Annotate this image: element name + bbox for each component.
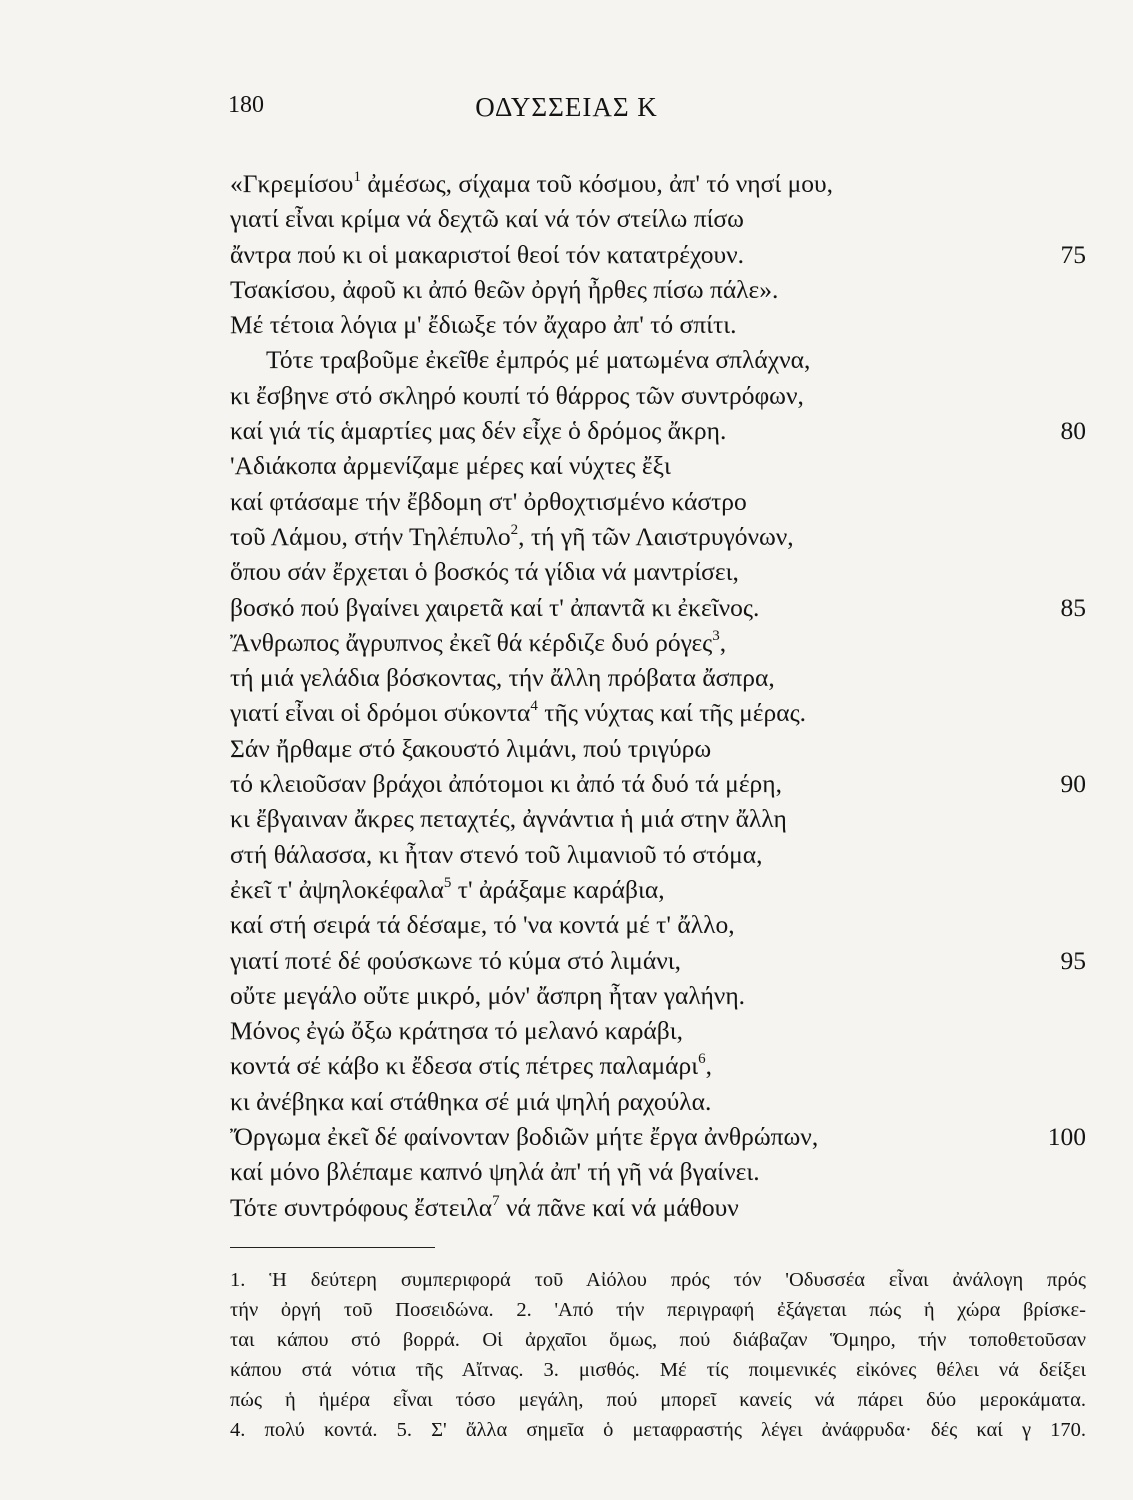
- verse-segment: 'Αδιάκοπα ἀρμενίζαμε μέρες καί νύχτες ἔξι: [230, 451, 671, 481]
- verse-segment: κοντά σέ κάβο κι ἔδεσα στίς πέτρες παλαμάρι: [230, 1051, 699, 1081]
- verse-line: [230, 413, 1086, 448]
- verse-segment: ,: [719, 627, 727, 657]
- verse-segment: καί στή σειρά τά δέσαμε, τό 'να κοντά μέ τ' ἄλλο,: [230, 910, 735, 940]
- verse-line: [230, 1048, 1086, 1083]
- verse-line: [230, 837, 1086, 872]
- verse-line: [230, 1013, 1086, 1048]
- verse-text: [230, 734, 711, 763]
- line-number: 100: [1047, 1122, 1086, 1152]
- verse-segment: Ἄνθρωπος ἄγρυπνος ἐκεῖ θά κέρδιζε δυό ρόγες: [230, 627, 713, 657]
- footnote-divider: [230, 1247, 435, 1248]
- footnote-line: 1. Ἡ δεύτερη συμπεριφορά τοῦ Αἰόλου πρός τόν 'Οδυσσέα εἶναι ἀνάλογη πρός: [230, 1269, 1086, 1291]
- verse-line: [230, 484, 1086, 519]
- verse-text: [230, 240, 744, 269]
- verse-line: [230, 801, 1086, 836]
- footnote-marker: 3: [712, 627, 720, 644]
- verse-text: [230, 1193, 739, 1222]
- verse-text: [230, 840, 763, 869]
- verse-line: [230, 201, 1086, 236]
- verse-segment: κι ἔβγαιναν ἄκρες πεταχτές, ἀγνάντια ἡ μιά στην ἄλλη: [230, 804, 787, 834]
- verse-line: [230, 554, 1086, 589]
- verse-text: [230, 169, 833, 198]
- verse-segment: τή μιά γελάδια βόσκοντας, τήν ἄλλη πρόβατα ἄσπρα,: [230, 663, 775, 693]
- verse-line: [230, 1154, 1086, 1189]
- verse-segment: γιατί εἶναι οἱ δρόμοι σύκοντα: [230, 698, 531, 728]
- footnote-line: ται κάπου στό βορρά. Οἱ ἀρχαῖοι ὅμως, πού διάβαζαν Ὅμηρο, τήν τοποθετοῦσαν: [230, 1329, 1086, 1351]
- footnote-marker: 2: [510, 521, 519, 538]
- verse-text: [230, 451, 671, 480]
- page-header: [0, 92, 1133, 132]
- verse-line: [230, 590, 1086, 625]
- footnote-line: πώς ἡ ἡμέρα εἶναι τόσο μεγάλη, πού μπορεῖ κανείς νά πάρει δύο μεροκάματα.: [230, 1389, 1086, 1411]
- verse-segment: Σάν ἤρθαμε στό ξακουστό λιμάνι, πού τριγύρω: [230, 733, 712, 763]
- footnotes: [230, 1265, 1086, 1445]
- verse-segment: κι ἔσβηνε στό σκληρό κουπί τό θάρρος τῶν συντρόφων,: [230, 380, 804, 410]
- footnote-marker: 7: [492, 1192, 500, 1209]
- verse-block: [230, 166, 1086, 1225]
- verse-segment: Τσακίσου, ἀφοῦ κι ἀπό θεῶν ὀργή ἦρθες πίσω πάλε».: [230, 274, 779, 304]
- verse-segment: τό κλειοῦσαν βράχοι ἀπότομοι κι ἀπό τά δυό τά μέρη,: [230, 769, 782, 799]
- footnote-marker: 4: [530, 698, 538, 715]
- verse-text: [230, 910, 735, 939]
- verse-text: [230, 946, 681, 975]
- line-number: 75: [1060, 239, 1086, 269]
- footnote-marker: 5: [443, 874, 452, 891]
- line-number: 85: [1060, 592, 1086, 622]
- verse-text: [230, 557, 739, 586]
- verse-segment: νά πᾶνε καί νά μάθουν: [499, 1192, 739, 1222]
- footnote-line: τήν ὀργή τοῦ Ποσειδώνα. 2. 'Από τήν περιγραφή ἐξάγεται πώς ἡ χώρα βρίσκε-: [230, 1299, 1086, 1321]
- verse-segment: στή θάλασσα, κι ἦταν στενό τοῦ λιμανιοῦ τό στόμα,: [230, 839, 763, 869]
- verse-text: [230, 381, 804, 410]
- verse-line: [230, 625, 1086, 660]
- verse-segment: γιατί ποτέ δέ φούσκωνε τό κύμα στό λιμάνι,: [230, 945, 681, 975]
- verse-text: [230, 593, 759, 622]
- verse-segment: τ' ἀράξαμε καράβια,: [451, 874, 665, 904]
- verse-segment: καί μόνο βλέπαμε καπνό ψηλά ἀπ' τή γῆ νά βγαίνει.: [230, 1157, 760, 1187]
- verse-text: [230, 628, 726, 657]
- verse-segment: ἄντρα πού κι οἱ μακαριστοί θεοί τόν κατατρέχουν.: [230, 239, 744, 269]
- verse-segment: τοῦ Λάμου, στήν Τηλέπυλο: [230, 521, 511, 551]
- verse-segment: καί φτάσαμε τήν ἔβδομη στ' ὀρθοχτισμένο κάστρο: [230, 486, 747, 516]
- verse-line: [230, 872, 1086, 907]
- verse-segment: βοσκό πού βγαίνει χαιρετᾶ καί τ' ἀπαντᾶ κι ἐκεῖνος.: [230, 592, 760, 622]
- verse-line: [230, 307, 1086, 342]
- verse-text: [230, 275, 778, 304]
- verse-line: [230, 1190, 1086, 1225]
- verse-line: [230, 660, 1086, 695]
- footnote-marker: 1: [353, 169, 361, 185]
- verse-segment: Μέ τέτοια λόγια μ' ἔδιωξε τόν ἄχαρο ἀπ' τό σπίτι.: [230, 310, 737, 340]
- verse-text: [230, 1087, 711, 1116]
- verse-segment: ὅπου σάν ἔρχεται ὁ βοσκός τά γίδια νά μαντρίσει,: [230, 557, 739, 587]
- verse-line: [230, 237, 1086, 272]
- verse-line: [230, 695, 1086, 730]
- verse-line: [230, 519, 1086, 554]
- verse-line: [230, 943, 1086, 978]
- verse-line: [230, 378, 1086, 413]
- line-number: 95: [1060, 945, 1086, 975]
- verse-segment: «Γκρεμίσου: [230, 169, 354, 198]
- page-number: 180: [228, 92, 264, 118]
- verse-segment: τῆς νύχτας καί τῆς μέρας.: [537, 698, 807, 728]
- verse-segment: Τότε τραβοῦμε ἐκεῖθε ἐμπρός μέ ματωμένα σπλάχνα,: [266, 345, 811, 375]
- line-number: 90: [1060, 769, 1086, 799]
- verse-segment: Ὄργωμα ἐκεῖ δέ φαίνονταν βοδιῶν μήτε ἔργα ἀνθρώπων,: [230, 1122, 819, 1152]
- verse-text: [230, 769, 782, 798]
- verse-segment: Μόνος ἐγώ ὄξω κράτησα τό μελανό καράβι,: [230, 1016, 683, 1046]
- verse-segment: ,: [705, 1051, 712, 1081]
- verse-text: [230, 416, 726, 445]
- verse-text: [230, 204, 744, 233]
- running-title: ΟΔΥΣΣΕΙΑΣ Κ: [475, 92, 658, 122]
- verse-text: [230, 1122, 818, 1151]
- verse-text: [230, 522, 794, 551]
- verse-line: [230, 731, 1086, 766]
- verse-text: [230, 345, 810, 374]
- verse-segment: ἐκεῖ τ' ἀψηλοκέφαλα: [230, 874, 444, 904]
- verse-segment: οὔτε μεγάλο οὔτε μικρό, μόν' ἄσπρη ἦταν γαλήνη.: [230, 980, 746, 1010]
- verse-line: [230, 166, 1086, 201]
- verse-text: [230, 310, 737, 339]
- verse-text: [230, 981, 745, 1010]
- line-number: 80: [1060, 416, 1086, 446]
- verse-line: [230, 448, 1086, 483]
- verse-text: [230, 663, 775, 692]
- verse-segment: Τότε συντρόφους ἔστειλα: [230, 1192, 493, 1222]
- verse-line: [230, 978, 1086, 1013]
- verse-segment: γιατί εἶναι κρίμα νά δεχτῶ καί νά τόν στείλω πίσω: [230, 204, 744, 234]
- verse-line: [230, 766, 1086, 801]
- verse-text: [230, 1157, 760, 1186]
- footnote-line: κάπου στά νότια τῆς Αἴτνας. 3. μισθός. Μέ τίς ποιμενικές εἰκόνες θέλει νά δείξει: [230, 1359, 1086, 1381]
- verse-text: [230, 1051, 712, 1080]
- verse-segment: ἀμέσως, σίχαμα τοῦ κόσμου, ἀπ' τό νησί μου,: [360, 169, 833, 198]
- verse-text: [230, 698, 806, 727]
- verse-text: [230, 487, 747, 516]
- verse-text: [230, 875, 665, 904]
- verse-line: [230, 1119, 1086, 1154]
- verse-text: [230, 804, 787, 833]
- verse-line: [230, 342, 1086, 377]
- verse-line: [230, 907, 1086, 942]
- verse-segment: καί γιά τίς ἁμαρτίες μας δέν εἶχε ὁ δρόμος ἄκρη.: [230, 416, 727, 446]
- footnote-line: 4. πολύ κοντά. 5. Σ' ἄλλα σημεῖα ὁ μεταφραστής λέγει ἀνάφρυδα· δές καί γ 170.: [230, 1419, 1086, 1441]
- verse-line: [230, 1084, 1086, 1119]
- verse-text: [230, 1016, 683, 1045]
- footnote-marker: 6: [698, 1051, 706, 1068]
- verse-line: [230, 272, 1086, 307]
- verse-segment: , τή γῆ τῶν Λαιστρυγόνων,: [518, 521, 794, 551]
- verse-segment: κι ἀνέβηκα καί στάθηκα σέ μιά ψηλή ραχούλα.: [230, 1086, 712, 1116]
